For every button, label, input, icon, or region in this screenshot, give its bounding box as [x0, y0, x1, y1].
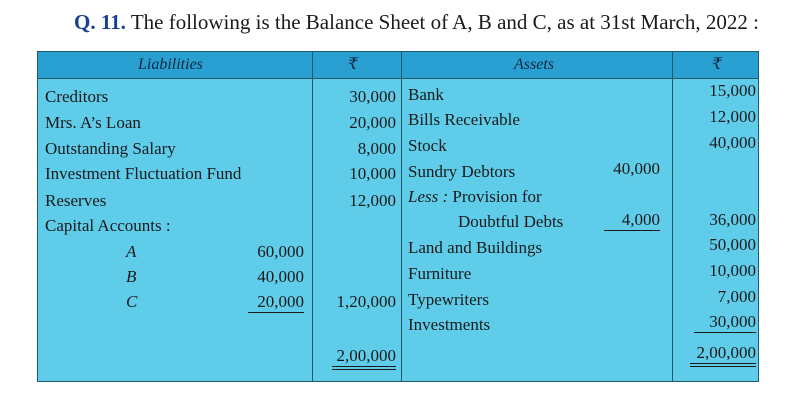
amount-furniture: 10,000	[709, 261, 756, 280]
partner-c: C	[126, 292, 138, 311]
provision-label-1: Provision for	[452, 187, 542, 206]
liability-reserves: Reserves	[45, 191, 107, 210]
amount-bills: 12,000	[709, 107, 756, 126]
partner-b: B	[126, 267, 137, 286]
partner-a-capital: 60,000	[257, 242, 304, 261]
amount-typewriters: 7,000	[717, 287, 756, 306]
amount-debtors-net: 36,000	[709, 210, 756, 229]
provision-label-2: Doubtful Debts	[458, 212, 564, 231]
less-word: Less :	[408, 187, 449, 206]
column-divider	[672, 52, 673, 381]
asset-stock: Stock	[408, 136, 447, 155]
balance-sheet-table	[37, 51, 759, 382]
amount-ifr: 10,000	[349, 164, 396, 183]
liabilities-grand-total: 2,00,000	[332, 346, 396, 370]
amount-bank: 15,000	[709, 81, 756, 100]
partner-a: A	[126, 242, 137, 261]
amount-salary: 8,000	[357, 139, 396, 158]
asset-debtors: Sundry Debtors	[408, 162, 516, 181]
header-liabilities-amount: ₹	[347, 56, 359, 73]
provision-amount: 4,000	[604, 210, 660, 231]
asset-bills: Bills Receivable	[408, 110, 520, 129]
question-text: The following is the Balance Sheet of A, B and C, as at 31st March, 2022 :	[130, 10, 759, 34]
column-divider	[401, 52, 402, 381]
question-heading	[74, 10, 759, 35]
liability-salary: Outstanding Salary	[45, 139, 176, 158]
question-number: Q. 11.	[74, 10, 126, 34]
liability-loan: Mrs. A’s Loan	[45, 113, 141, 132]
amount-capital-total: 1,20,000	[336, 292, 396, 311]
partner-b-capital: 40,000	[257, 267, 304, 286]
asset-investments: Investments	[408, 315, 491, 334]
amount-reserves: 12,000	[349, 191, 396, 210]
partner-c-capital: 20,000	[248, 292, 304, 313]
amount-loan: 20,000	[349, 113, 396, 132]
amount-stock: 40,000	[709, 133, 756, 152]
liability-capital: Capital Accounts :	[45, 216, 171, 235]
header-assets: Assets	[514, 56, 554, 73]
less-provision-line	[408, 187, 542, 207]
asset-bank: Bank	[408, 85, 444, 104]
asset-typewriters: Typewriters	[408, 290, 489, 309]
header-assets-amount: ₹	[711, 56, 723, 73]
amount-creditors: 30,000	[349, 87, 396, 106]
asset-furniture: Furniture	[408, 264, 472, 283]
debtors-gross: 40,000	[613, 159, 660, 178]
amount-land: 50,000	[709, 235, 756, 254]
header-liabilities: Liabilities	[138, 56, 203, 73]
amount-investments: 30,000	[694, 312, 756, 333]
assets-grand-total: 2,00,000	[690, 343, 756, 367]
liability-ifr: Investment Fluctuation Fund	[45, 164, 242, 183]
liability-creditors: Creditors	[45, 87, 109, 106]
column-divider	[312, 52, 313, 381]
asset-land: Land and Buildings	[408, 238, 543, 257]
